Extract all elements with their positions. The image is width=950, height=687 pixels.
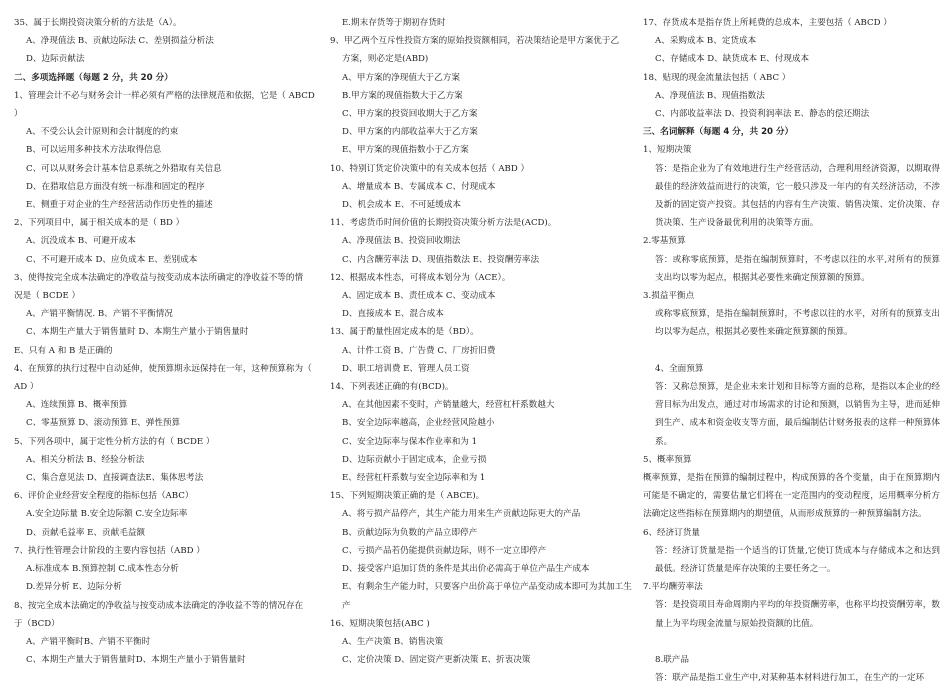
text-line: A、净现值法 B、贡献边际法 C、差别损益分析法: [26, 36, 214, 47]
text-line: C、本期生产量大于销售量时D、本期生产量小于销售量时: [26, 655, 246, 666]
text-line: C、内部收益率法 D、投资利润率法 E、静态的偿还期法: [655, 109, 870, 120]
text-line: C、零基预算 D、滚动预算 E、弹性预算: [26, 418, 181, 429]
text-line: E、只有 A 和 B 是正确的: [14, 345, 113, 356]
text-line: 5、概率预算: [643, 454, 692, 465]
text-line: 5、下列各项中，属于定性分析方法的有（ BCDE ）: [14, 436, 215, 447]
text-line: 16、短期决策包括(ABC ): [330, 618, 430, 629]
text-line: A、增量成本 B、专属成本 C、付现成本: [342, 181, 496, 192]
text-line: 17、存货成本是指存货上所耗费的总成本，主要包括（ ABCD ）: [643, 18, 892, 28]
text-line: 18、贴现的现金流量法包括（ ABC ）: [643, 72, 791, 83]
text-line: 或称零底预算，是指在编制预算时，不考虑以往的水平，对所有的预算支出均以零为起点，根据其必要性来确定预算额的预算。: [655, 309, 940, 338]
text-line: 9、甲乙两个互斥性投资方案的原始投资额相同，若决策结论是甲方案优于乙: [330, 36, 620, 47]
text-line: 14、下列表述正确的有(BCD)。: [330, 382, 454, 393]
text-line: 答：联产品是指工业生产中,对某种基本材料进行加工，在生产的一定环: [655, 673, 925, 684]
text-line: 3.损益平衡点: [643, 291, 695, 302]
text-line: A、在其他因素不变时，产销量越大，经营杠杆系数越大: [342, 400, 555, 411]
text-line: C、内含酬劳率法 D、现值指数法 E、投资酬劳率法: [342, 254, 540, 265]
text-line: C、集合意见法 D、直接调查法E、集体思考法: [26, 473, 204, 484]
text-line: 7.平均酬劳率法: [643, 582, 703, 593]
text-line: ）: [14, 109, 23, 120]
text-line: B、安全边际率越高，企业经营风险越小: [342, 418, 495, 429]
text-line: 概率预算，是指在预算的编制过程中，构成预算的各个变量，由于在预算期内可能是不确定的，需要估量它们将在一定范围内的变动程度，运用概率分析方法确定这些指标在预算期内的期望值，从而形成预算的一种预算编制方法。: [643, 473, 940, 520]
text-line: 13、属于酌量性固定成本的是（BD）。: [330, 327, 479, 338]
text-line: D、在猎取信息方面没有统一标准和固定的程序: [26, 181, 205, 192]
text-line: 产: [342, 600, 351, 611]
text-line: B、贡献边际为负数的产品立即停产: [342, 527, 478, 538]
text-line: A、不受公认会计原则和会计制度的约束: [26, 127, 179, 138]
text-line: A、将亏损产品停产，其生产能力用来生产贡献边际更大的产品: [342, 509, 581, 520]
text-line: E、经营杠杆系数与安全边际率和为 1: [342, 473, 486, 484]
text-line: 答：经济订货量是指一个适当的订货量,它使订货成本与存储成本之和达到最低。经济订货量是库存决策的主要任务之一。: [655, 545, 940, 575]
column-middle: [330, 14, 632, 669]
text-line: D、边际贡献法: [26, 54, 85, 65]
text-line: 方案，则必定是(ABD): [342, 54, 429, 65]
text-line: 于（BCD）: [14, 618, 60, 629]
text-line: 35、属于长期投资决策分析的方法是（A）。: [14, 18, 182, 28]
column-left: [14, 14, 314, 669]
text-line: C、本期生产量大于销售量时 D、本期生产量小于销售量时: [26, 327, 249, 338]
text-line: D、直接成本 E、混合成本: [342, 309, 444, 320]
text-line: D、边际贡献小于固定成本，企业亏损: [342, 454, 487, 465]
text-line: 6、评价企业经营安全程度的指标包括（ABC）: [14, 491, 194, 502]
text-line: D、甲方案的内部收益率大于乙方案: [342, 127, 478, 138]
text-line: 10、特别订货定价决策中的有关成本包括（ ABD ）: [330, 163, 530, 174]
text-line: 7、执行性管理会计阶段的主要内容包括（ABD ）: [14, 545, 205, 556]
text-line: 1、管理会计不必与财务会计一样必须有严格的法律规范和依据，它是（ ABCD: [14, 90, 315, 101]
text-line: 1、短期决策: [643, 145, 692, 156]
text-line: A、净现值法 B、投资回收期法: [342, 236, 461, 247]
text-line: 8、按完全成本法确定的净收益与按变动成本法确定的净收益不等的情况存在: [14, 600, 304, 611]
text-line: E、甲方案的现值指数小于乙方案: [342, 145, 469, 156]
text-line: A、产销平衡情况. B、产销不平衡情况: [26, 309, 173, 320]
text-line: A、固定成本 B、责任成本 C、变动成本: [342, 291, 496, 302]
text-line: D、接受客户追加订货的条件是其出价必需高于单位产品生产成本: [342, 564, 590, 575]
text-line: 6、经济订货量: [643, 527, 701, 538]
text-line: 3、使得按完全成本法确定的净收益与按变动成本法所确定的净收益不等的情: [14, 272, 304, 283]
text-line: A、沉没成本 B、可避开成本: [26, 236, 136, 247]
text-line: 2、下列项目中，属于相关成本的是（ BD ）: [14, 218, 185, 229]
column-right: [643, 14, 940, 687]
section-heading: 三、名词解释（每题 4 分，共 20 分）: [643, 127, 794, 138]
text-line: E、有剩余生产能力时，只要客户出价高于单位产品变动成本即可为其加工生: [342, 582, 632, 593]
text-line: 答：是指企业为了有效地进行生产经营活动，合理利用经济资源，以期取得最佳的经济效益而进行的决策，它一般只涉及一年内的有关经济活动，不涉及新的固定资产投资。其包括的内容有生产决策、销售决策、定价决策、存货决策、生产设备最优利用的决策等方面。: [655, 163, 940, 229]
text-line: 12、根据成本性态，可将成本划分为（ACE）。: [330, 272, 511, 283]
text-line: 15、下列短期决策正确的是（ ABCE)。: [330, 491, 485, 502]
text-line: D.差异分析 E、边际分析: [26, 582, 122, 593]
text-line: C、不可避开成本 D、应负成本 E、差别成本: [26, 254, 198, 265]
text-line: E.期末存货等于期初存货时: [342, 18, 446, 28]
text-line: B、可以运用多种技术方法取得信息: [26, 145, 162, 156]
text-line: 况是（ BCDE ）: [14, 291, 81, 302]
text-line: 2.零基预算: [643, 236, 686, 247]
text-line: D、职工培训费 E、管理人员工资: [342, 363, 470, 374]
text-line: D、机会成本 E、不可延缓成本: [342, 200, 462, 211]
text-line: 答：是投资项目寿命周期内平均的年投资酬劳率，也称平均投资酬劳率，数量上为平均现金流量与原始投资额的比值。: [655, 600, 940, 629]
text-line: A、连续预算 B、概率预算: [26, 400, 128, 411]
text-line: D、贡献毛益率 E、贡献毛益额: [26, 527, 146, 538]
text-line: A.安全边际量 B.安全边际额 C.安全边际率: [26, 509, 188, 520]
text-line: A、甲方案的净现值大于乙方案: [342, 72, 460, 83]
text-line: C、甲方案的投资回收期大于乙方案: [342, 109, 478, 120]
text-line: B.甲方案的现值指数大于乙方案: [342, 90, 463, 101]
text-line: 答：又称总预算，是企业未来计划和目标等方面的总称，是指以本企业的经营目标为出发点，通过对市场需求的讨论和预测，以销售为主导，进而延伸到生产、成本和资金收支等方面，最后编制估计财务报表的这样一种预算体系。: [655, 382, 940, 447]
text-line: A、相关分析法 B、经验分析法: [26, 454, 145, 465]
text-line: 答：或称零底预算，是指在编制预算时，不考虑以往的水平,对所有的预算支出均以零为起点，根据其必要性来确定预算额的预算。: [655, 254, 940, 283]
text-line: 4、全面预算: [655, 363, 704, 374]
text-line: C、定价决策 D、固定资产更新决策 E、折衷决策: [342, 655, 531, 666]
text-line: A、生产决策 B、销售决策: [342, 636, 444, 647]
text-line: [643, 342, 940, 360]
text-line: [643, 633, 940, 651]
text-line: C、可以从财务会计基本信息系统之外猎取有关信息: [26, 163, 222, 174]
text-line: 4、在预算的执行过程中自动延伸，使预算期永远保持在一年，这种预算称为（: [14, 363, 312, 374]
text-line: A、产销平衡时B、产销不平衡时: [26, 636, 151, 647]
text-line: A、计件工资 B、广告费 C、厂房折旧费: [342, 345, 496, 356]
text-line: C、安全边际率与保本作业率和为 1: [342, 436, 478, 447]
text-line: C、存储成本 D、缺货成本 E、付现成本: [655, 54, 810, 65]
text-line: 11、考虑货币时间价值的长期投资决策分析方法是(ACD)。: [330, 218, 557, 229]
text-line: AD ）: [14, 382, 39, 393]
text-line: 8.联产品: [655, 655, 689, 666]
text-line: E、侧重于对企业的生产经营活动作历史性的描述: [26, 200, 213, 211]
section-heading: 二、多项选择题（每题 2 分，共 20 分）: [14, 72, 173, 83]
text-line: C、亏损产品若仍能提供贡献边际，则不一定立即停产: [342, 545, 547, 556]
text-line: A、采购成本 B、定货成本: [655, 36, 757, 47]
text-line: A、净现值法 B、现值指数法: [655, 90, 765, 101]
text-line: A.标准成本 B.预算控制 C.成本性态分析: [26, 564, 179, 575]
